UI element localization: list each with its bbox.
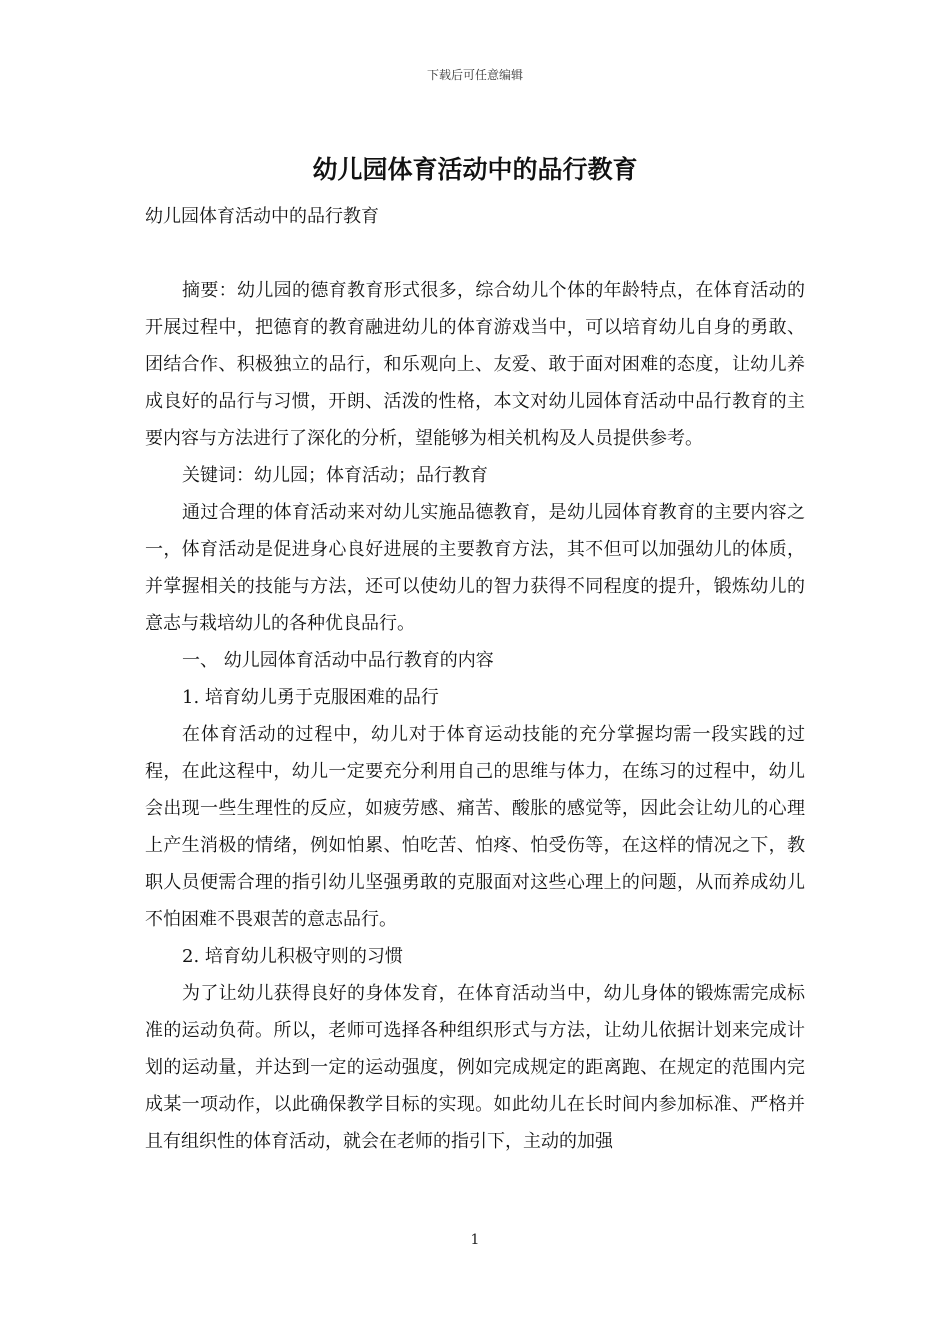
document-subtitle: 幼儿园体育活动中的品行教育 <box>145 206 379 227</box>
subsection-1-paragraph: 在体育活动的过程中，幼儿对于体育运动技能的充分掌握均需一段实践的过程，在此这程中，幼儿一定要充分利用自己的思维与体力，在练习的过程中，幼儿会出现一些生理性的反应，如疲劳感、痛苦、酸胀的感觉等，因此会让幼儿的心理上产生消极的情绪，例如怕累、怕吃苦、怕疼、怕受伤等，在这样的情况之下，教职人员便需合理的指引幼儿坚强勇敢的克服面对这些心理上的问题，从而养成幼儿不怕困难不畏艰苦的意志品行。 <box>145 724 805 930</box>
subsection-1-heading: 1. 培育幼儿勇于克服困难的品行 <box>182 687 439 708</box>
section-1-heading: 一、 幼儿园体育活动中品行教育的内容 <box>182 650 494 671</box>
document-title: 幼儿园体育活动中的品行教育 <box>312 155 638 184</box>
abstract-paragraph: 摘要：幼儿园的德育教育形式很多，综合幼儿个体的年龄特点，在体育活动的开展过程中，把德育的教育融进幼儿的体育游戏当中，可以培育幼儿自身的勇敢、团结合作、积极独立的品行，和乐观向上、友爱、敢于面对困难的态度，让幼儿养成良好的品行与习惯，开朗、活泼的性格，本文对幼儿园体育活动中品行教育的主要内容与方法进行了深化的分析，望能够为相关机构及人员提供参考。 <box>145 280 805 449</box>
subsection-2-heading: 2. 培育幼儿积极守则的习惯 <box>182 946 403 967</box>
document-body <box>145 198 805 1160</box>
page-number: 1 <box>470 1232 480 1248</box>
keywords-paragraph: 关键词：幼儿园；体育活动；品行教育 <box>182 465 488 486</box>
intro-paragraph: 通过合理的体育活动来对幼儿实施品德教育，是幼儿园体育教育的主要内容之一，体育活动是促进身心良好进展的主要教育方法，其不但可以加强幼儿的体质，并掌握相关的技能与方法，还可以使幼儿的智力获得不同程度的提升，锻炼幼儿的意志与栽培幼儿的各种优良品行。 <box>145 502 805 634</box>
page-header-note: 下载后可任意编辑 <box>426 68 523 82</box>
subsection-2-paragraph: 为了让幼儿获得良好的身体发育，在体育活动当中，幼儿身体的锻炼需完成标准的运动负荷。所以，老师可选择各种组织形式与方法，让幼儿依据计划来完成计划的运动量，并达到一定的运动强度，例如完成规定的距离跑、在规定的范围内完成某一项动作，以此确保教学目标的实现。如此幼儿在长时间内参加标准、严格并且有组织性的体育活动，就会在老师的指引下，主动的加强 <box>145 983 805 1152</box>
